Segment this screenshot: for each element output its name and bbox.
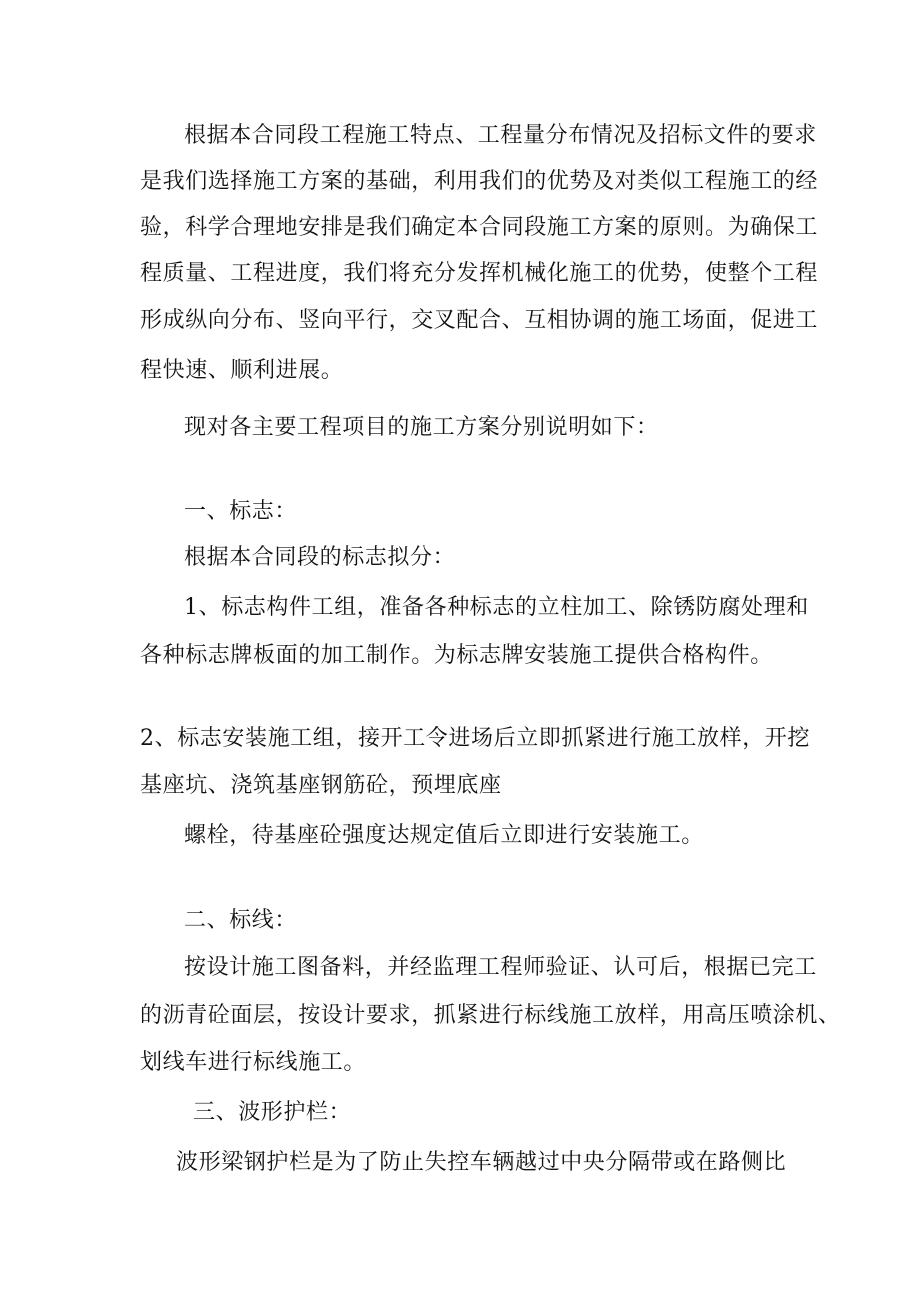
section1-lead: 根据本合同段的标志拟分：: [184, 545, 456, 570]
section3-body-line-1: 波形梁钢护栏是为了防止失控车辆越过中央分隔带或在路侧比: [176, 1150, 787, 1175]
section2-body-line-2: 的沥青砼面层，按设计要求，抓紧进行标线施工放样，用高压喷涂机、: [140, 1003, 841, 1028]
section1-item1-line-2: 各种标志牌板面的加工制作。为标志牌安装施工提供合格构件。: [140, 643, 773, 668]
intro-line-3: 验，科学合理地安排是我们确定本合同段施工方案的原则。为确保工: [140, 215, 819, 240]
intro-line-1: 根据本合同段工程施工特点、工程量分布情况及招标文件的要求: [184, 123, 817, 148]
intro-line-2: 是我们选择施工方案的基础，利用我们的优势及对类似工程施工的经: [140, 169, 819, 194]
intro-line-4: 程质量、工程进度，我们将充分发挥机械化施工的优势，使整个工程: [140, 261, 819, 286]
intro-line-5: 形成纵向分布、竖向平行，交叉配合、互相协调的施工场面，促进工: [140, 308, 819, 333]
intro-line-6: 程快速、顺利进展。: [140, 358, 344, 383]
section1-item1-line-1: 1、标志构件工组，准备各种标志的立柱加工、除锈防腐处理和: [184, 595, 809, 620]
intro-followup: 现对各主要工程项目的施工方案分别说明如下：: [184, 415, 659, 440]
section1-heading: 一、标志：: [184, 499, 298, 524]
section2-body-line-1: 按设计施工图备料，并经监理工程师验证、认可后，根据已完工: [184, 955, 817, 980]
section3-heading: 三、波形护栏：: [193, 1100, 352, 1125]
section1-item2-line-1: 2、标志安装施工组，接开工令进场后立即抓紧进行施工放样，开挖: [140, 726, 810, 751]
section2-heading: 二、标线：: [184, 908, 298, 933]
section1-item2-line-3: 螺栓，待基座砼强度达规定值后立即进行安装施工。: [184, 823, 704, 848]
section2-body-line-3: 划线车进行标线施工。: [140, 1050, 367, 1075]
section1-item2-line-2: 基座坑、浇筑基座钢筋砼，预埋底座: [140, 773, 502, 798]
